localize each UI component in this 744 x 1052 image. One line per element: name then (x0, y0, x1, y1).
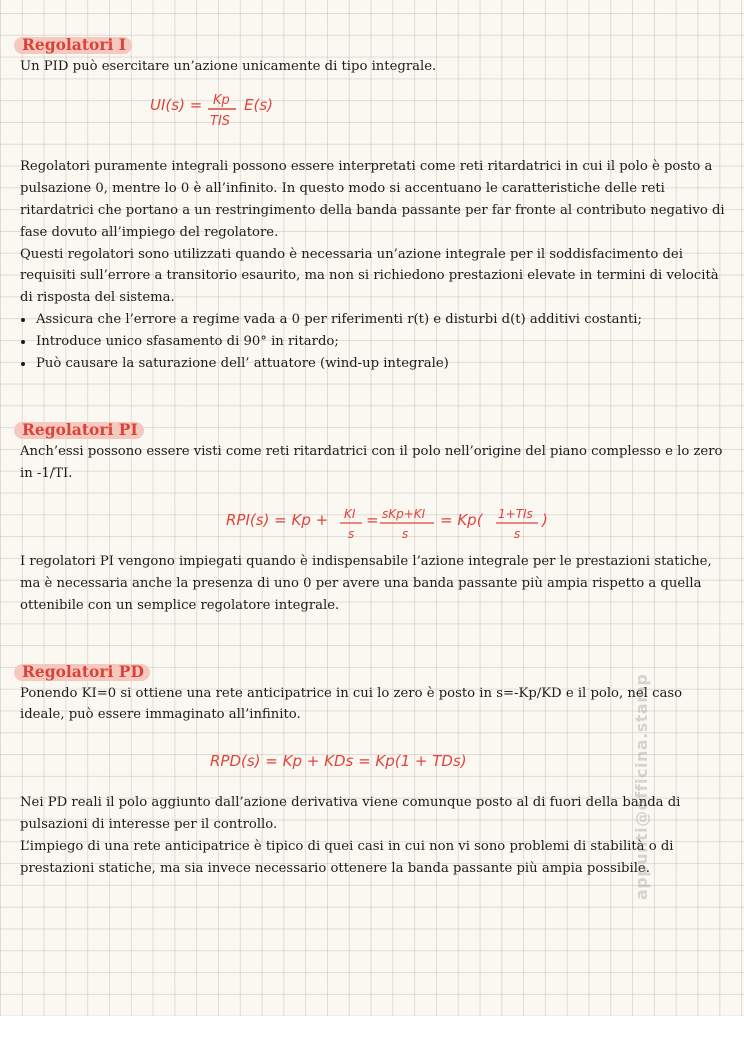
svg-text:TIS: TIS (210, 113, 231, 129)
svg-text:E(s): E(s) (244, 95, 273, 114)
intro-text: Un PID può esercitare un’azione unicamente di tipo integrale. (20, 59, 437, 74)
formula-pd (20, 726, 726, 792)
intro-text: Ponendo KI=0 si ottiene una rete anticipatrice in cui lo zero è posto in s=-Kp/KD e il polo, nel caso ideale, può essere immaginato all’infinito. (20, 685, 683, 723)
svg-text:1+TIs: 1+TIs (498, 506, 533, 521)
list-item: • Assicura che l’errore a regime vada a 0 per riferimenti r(t) e disturbi d(t) additivi costanti; (35, 309, 726, 331)
svg-text:RPD(s) = Kp + KDs = Kp(1 + TD: RPD(s) = Kp + KDs = Kp(1 + TDs) (210, 752, 467, 771)
body-text: L’impiego di una rete anticipatrice è tipico di quei casi in cui non vi sono problemi di stabilità o di prestazioni statiche, ma sia invece necessario ottenere la banda passante più ampia possibile. (20, 839, 674, 877)
handwritten-formula-rpd (20, 726, 726, 792)
intro-text: Anch’essi possono essere visti come reti ritardatrici con il polo nell’origine del piano complesso e lo zero in -1/TI. (20, 443, 723, 481)
svg-text:Kp: Kp (213, 92, 230, 108)
handwritten-formula-rpi (20, 485, 726, 551)
svg-text:=: = (366, 510, 379, 529)
page-bottom-margin (0, 1016, 744, 1052)
list-item: • Può causare la saturazione dell’ attuatore (wind-up integrale) (35, 353, 726, 375)
bullet-list (20, 309, 726, 375)
body-text: Regolatori puramente integrali possono essere interpretati come reti ritardatrici in cui il polo è posto a pulsazione 0, mentre lo 0 è all’infinito. In questo modo si accentuano le caratteristiche delle reti ritardatrici che portano a un restringimento della banda passante per far fronte al contributo negativo di fase dovuto all’impiego del regolatore. (20, 158, 725, 240)
svg-text:RPI(s) = Kp +: RPI(s) = Kp + (226, 510, 329, 529)
formula-lhs: UI(s) = (150, 95, 203, 114)
handwritten-formula-ui (20, 78, 726, 144)
body-text: Nei PD reali il polo aggiunto dall’azione derivativa viene comunque posto al di fuori della banda di pulsazioni di interesse per il controllo. (20, 795, 681, 833)
svg-text:= Kp(: = Kp( (440, 510, 483, 529)
document-content (20, 34, 726, 880)
watermark: appunti@officina.stamp (632, 673, 651, 900)
svg-text:KI: KI (344, 506, 356, 521)
svg-text:s: s (514, 526, 521, 541)
formula-integral (20, 78, 726, 144)
svg-text:s: s (348, 526, 355, 541)
svg-text:s: s (402, 526, 409, 541)
svg-text:): ) (542, 510, 548, 529)
body-text: I regolatori PI vengono impiegati quando è indispensabile l’azione integrale per le prestazioni statiche, ma è necessaria anche la presenza di uno 0 per avere una banda passante più ampia rispetto a quella ottenibile con un semplice regolatore integrale. (20, 553, 712, 613)
heading-regolatori-pi: Regolatori PI (22, 419, 138, 439)
svg-text:sKp+KI: sKp+KI (382, 506, 426, 521)
heading-regolatori-pd: Regolatori PD (22, 661, 144, 681)
formula-pi (20, 485, 726, 551)
list-item: • Introduce unico sfasamento di 90° in ritardo; (35, 331, 726, 353)
body-text: Questi regolatori sono utilizzati quando è necessaria un’azione integrale per il soddisfacimento dei requisiti sull’errore a transitorio esaurito, ma non si richiedono prestazioni elevate in termini di velocità di risposta del sistema. (20, 246, 719, 306)
heading-regolatori-i: Regolatori I (22, 35, 127, 54)
